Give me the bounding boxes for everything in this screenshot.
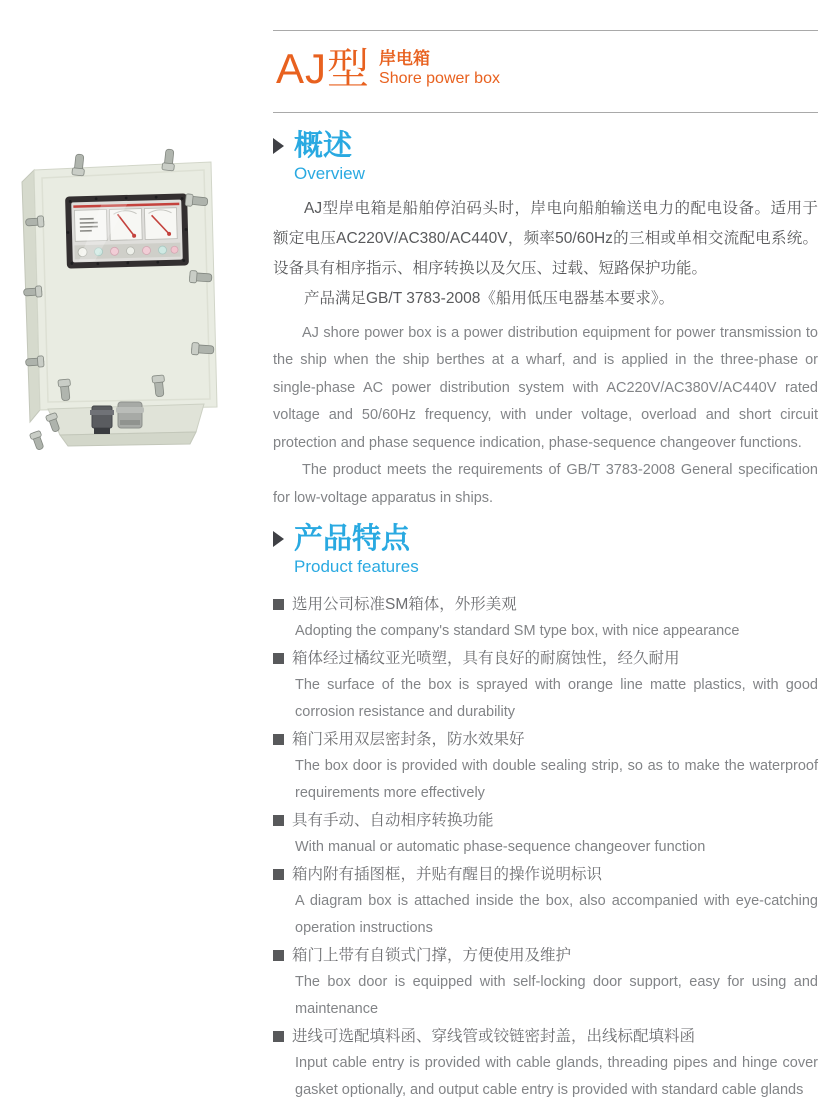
product-name-en: Shore power box <box>379 70 500 88</box>
square-bullet-icon <box>273 599 284 610</box>
product-subtitle <box>379 48 500 92</box>
feature-desc-en: Input cable entry is provided with cable glands, threading pipes and hinge cover gasket optionally, and output cable entry is provided with standard cable glands <box>295 1054 818 1098</box>
feature-item <box>273 942 818 1023</box>
shore-power-box-illustration <box>8 148 253 463</box>
features-list <box>273 591 818 1104</box>
square-bullet-icon <box>273 653 284 664</box>
overview-section <box>273 131 818 512</box>
meter-window <box>65 193 189 268</box>
feature-item <box>273 591 818 645</box>
feature-desc-en: With manual or automatic phase-sequence changeover function <box>295 838 706 855</box>
feature-title-zh: 具有手动、自动相序转换功能 <box>292 811 494 829</box>
overview-zh-paragraph: AJ型岸电箱是船舶停泊码头时，岸电向船舶输送电力的配电设备。适用于额定电压AC220V/AC380/AC440V，频率50/60Hz的三相或单相交流配电系统。设备具有相序指示、相序转换以及欠压、过载、短路保护功能。 <box>273 199 818 277</box>
feature-item <box>273 807 818 861</box>
overview-zh-paragraph: 产品满足GB/T 3783-2008《船用低压电器基本要求》。 <box>304 289 675 307</box>
section-marker-icon <box>273 138 284 154</box>
square-bullet-icon <box>273 815 284 826</box>
feature-item <box>273 645 818 726</box>
feature-title-zh: 进线可选配填料函、穿线管或铰链密封盖，出线标配填料函 <box>292 1027 696 1045</box>
feature-title-zh: 箱体经过橘纹亚光喷塑，具有良好的耐腐蚀性，经久耐用 <box>292 649 680 667</box>
feature-title-zh: 箱内附有插图框，并贴有醒目的操作说明标识 <box>292 865 603 883</box>
feature-title-row <box>273 1023 818 1050</box>
features-title-en: Product features <box>294 557 419 577</box>
feature-title-row <box>273 645 818 672</box>
feature-item <box>273 726 818 807</box>
feature-desc-en: The surface of the box is sprayed with orange line matte plastics, with good corrosion resistance and durability <box>295 676 818 720</box>
product-header <box>276 46 500 92</box>
feature-title-row <box>273 807 818 834</box>
feature-title-row <box>273 942 818 969</box>
feature-title-row <box>273 726 818 753</box>
overview-text-en <box>273 320 818 513</box>
feature-title-row <box>273 591 818 618</box>
overview-en-paragraph: The product meets the requirements of GB/T 3783-2008 General specification for low-voltage apparatus in ships. <box>273 462 818 506</box>
section-marker-icon <box>273 531 284 547</box>
header-divider-top <box>273 30 818 31</box>
overview-title-zh: 概述 <box>294 130 353 162</box>
product-photo <box>8 148 253 463</box>
header-divider-bottom <box>273 112 818 113</box>
feature-title-zh: 箱门上带有自锁式门撑，方便使用及维护 <box>292 946 572 964</box>
square-bullet-icon <box>273 734 284 745</box>
features-heading <box>273 524 818 554</box>
features-title-zh: 产品特点 <box>294 523 411 555</box>
square-bullet-icon <box>273 1031 284 1042</box>
overview-en-paragraph: AJ shore power box is a power distribution equipment for power transmission to the ship when the ship berthes at a wharf, and is applied in the three-phase or single-phase AC power distribution system with AC220V/AC380V/AC440V rated voltage and 50/60Hz frequency, with under voltage, overload and short circuit protection and phase sequence indication, phase-sequence changeover functions. <box>273 324 818 451</box>
product-model: AJ型 <box>276 45 371 92</box>
product-name-zh: 岸电箱 <box>379 48 431 68</box>
square-bullet-icon <box>273 950 284 961</box>
feature-desc-en: Adopting the company's standard SM type box, with nice appearance <box>295 622 740 639</box>
features-section <box>273 524 818 1104</box>
overview-heading <box>273 131 818 161</box>
feature-item <box>273 861 818 942</box>
feature-title-zh: 选用公司标准SM箱体，外形美观 <box>292 595 517 613</box>
feature-item <box>273 1023 818 1104</box>
overview-title-en: Overview <box>294 164 365 184</box>
feature-desc-en: The box door is equipped with self-locking door support, easy for using and maintenance <box>295 973 818 1017</box>
feature-desc-en: A diagram box is attached inside the box, also accompanied with eye-catching operation instructions <box>295 892 818 936</box>
feature-title-zh: 箱门采用双层密封条，防水效果好 <box>292 730 525 748</box>
square-bullet-icon <box>273 869 284 880</box>
feature-title-row <box>273 861 818 888</box>
overview-text-zh <box>273 194 818 314</box>
feature-desc-en: The box door is provided with double sealing strip, so as to make the waterproof requirements more effectively <box>295 757 818 801</box>
